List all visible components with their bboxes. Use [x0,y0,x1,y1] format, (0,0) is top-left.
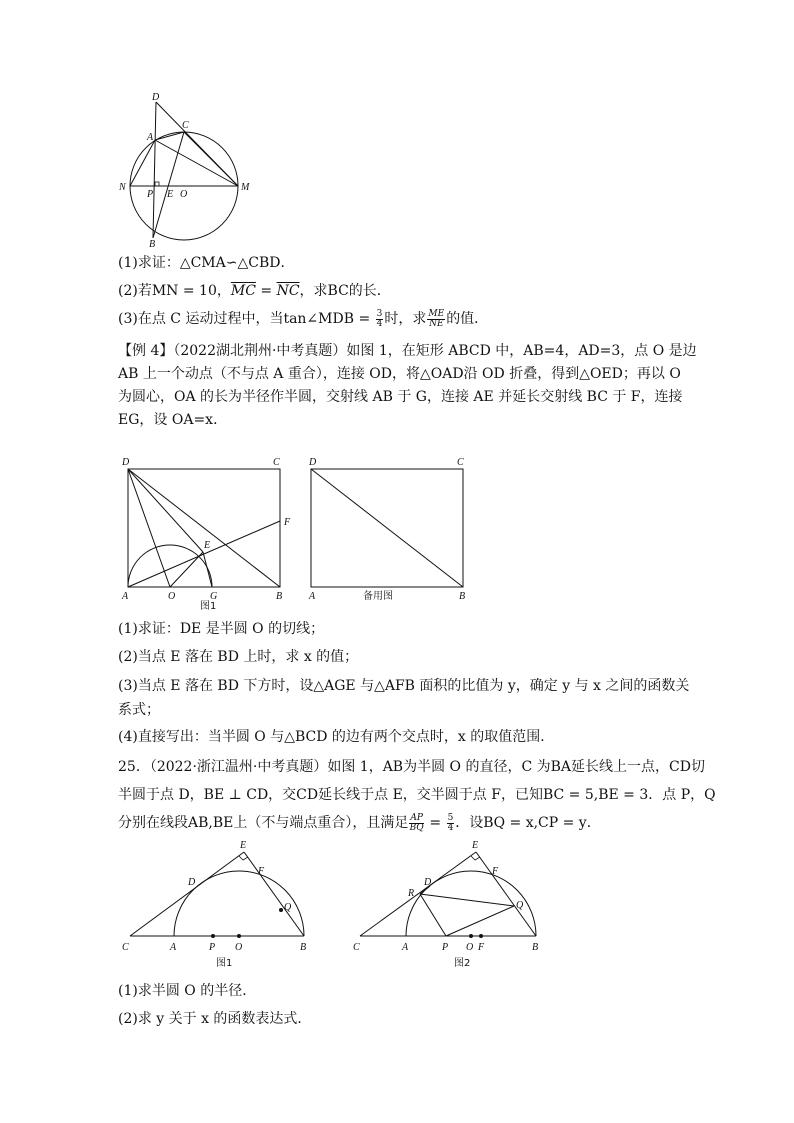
point-Q [279,908,283,912]
label-O: O [235,942,243,953]
fraction-3-4: $\frac{3}{4}$ [376,308,383,329]
example4-q1: (1)求证：DE 是半圆 O 的切线； [118,621,325,637]
q1-part2: (2)若MN = 10，$\overline{MC} = \overline{NC}$，求BC的长． [118,283,391,299]
right-angle-mark [155,182,159,186]
label-O: O [168,591,176,602]
label-F: F [258,866,265,877]
right-angle-E [471,856,480,860]
label-E: E [167,189,174,200]
label-N: N [119,182,126,193]
fraction-ap-bq: $\frac{AP}{BQ}$ [409,812,424,833]
label-C: C [457,457,464,468]
example4-q3: (3)当点 E 落在 BD 下方时，设△AGE 与△AFB 面积的比值为 y，确定 y 与 x 之间的函数关系式； [118,678,690,718]
fraction-5-4: $\frac{5}{4}$ [447,812,454,833]
example4-statement: 【例 4】（2022湖北荆州·中考真题）如图 1，在矩形 ABCD 中，AB=4，AD=3，点 O 是边 AB 上一个动点（不与点 A 重合），连接 OD，将△OAD沿 OD 折叠，得到△OED；再以 O 为圆心，OA 的长为半径作半圆，交射线 AB 于 G，连接 AE 并延长交射线 BC 于 F，连接 EG，设 OA=x． [118,343,697,428]
label-D: D [122,457,130,468]
label-R: R [408,888,415,899]
label-B: B [149,239,156,250]
label-D: D [188,877,196,888]
problem25-line3: 分别在线段AB,BE上（不与端点重合），且满足 $\frac{AP}{BQ}$ = $\frac{5}{4}$ ．设BQ = x,CP = y． [118,812,601,833]
point-P [211,934,215,938]
point-O [469,934,473,938]
problem25-line2: 半圆于点 D，BE ⊥ CD，交CD延长线于点 E，交半圆于点 F，已知BC = 5,BE = 3．点 P，Q [118,787,716,803]
label-A: A [147,132,154,143]
segment-NA [130,140,155,186]
label-B: B [300,942,307,953]
segment-CM [184,132,238,186]
problem25-q2: (2)求 y 关于 x 的函数表达式． [118,1011,312,1027]
segment-PQ [446,906,514,936]
label-O: O [466,942,474,953]
example4-fig-backup [305,455,475,615]
label-D: D [152,92,160,103]
problem25-fig2 [350,838,550,978]
segment-CE [360,852,476,936]
point-F-foot [479,934,483,938]
label-Q: Q [284,902,292,913]
label-A: A [309,591,316,602]
label-B: B [532,942,539,953]
label-C: C [273,457,280,468]
label-B: B [276,591,283,602]
label-M: M [241,182,250,193]
segment-EB [244,852,304,936]
label-Q: Q [516,900,524,911]
label-D: D [309,457,317,468]
problem25-q1: (1)求半圆 O 的半径． [118,983,257,999]
segment-DB [128,469,280,587]
segment-AC [155,132,184,140]
label-P: P [147,189,154,200]
point-O [237,934,241,938]
fig1-caption: 图1 [200,601,217,612]
label-E: E [472,840,479,851]
example4-q4: (4)直接写出：当半圆 O 与△BCD 的边有两个交点时，x 的取值范围． [118,729,555,745]
example4-q2: (2)当点 E 落在 BD 上时，求 x 的值； [118,649,359,665]
label-F: F [284,517,291,528]
label-A: A [170,942,177,953]
semicircle-O [128,545,212,587]
fig1-caption: 图1 [216,958,233,969]
label-C: C [353,942,360,953]
segment-DB [153,102,156,238]
label-D: D [424,877,432,888]
label-F: F [478,942,485,953]
example4-fig1 [118,455,298,615]
segment-DB-backup [311,469,463,587]
label-F: F [492,866,499,877]
segment-CE [130,852,244,936]
label-C: C [182,120,189,131]
label-E: E [204,540,211,551]
q1-part1: (1)求证：△CMA∽△CBD． [118,255,295,271]
segment-DE [128,469,203,552]
problem25-fig1 [118,838,318,978]
segment-EG [203,552,212,587]
segment-EB [476,852,536,936]
label-P: P [442,942,449,953]
segment-RP [420,894,446,936]
label-E: E [240,840,247,851]
fraction-me-ne: $\frac{ME}{NE}$ [428,308,445,329]
segment-RQ [420,894,514,906]
problem25-line1: 25．（2022·浙江温州·中考真题）如图 1，AB为半圆 O 的直径，C 为BA延长线上一点，CD切 [118,759,705,775]
label-B: B [459,591,466,602]
segment-OE [170,552,203,587]
q1-part3: (3)在点 C 运动过程中，当tan∠MDB = $\frac{3}{4}$ 时，求 $\frac{ME}{NE}$ 的值． [118,308,489,329]
label-A: A [122,591,129,602]
segment-DO [128,469,170,587]
label-C: C [122,942,129,953]
fig2-caption: 图2 [454,958,471,969]
circle-figure [110,90,260,250]
label-P: P [209,942,216,953]
right-angle-E [239,856,248,860]
label-O: O [180,189,188,200]
label-G: G [210,591,218,602]
backup-caption: 备用图 [363,591,393,602]
segment-AM [155,140,238,186]
label-A: A [402,942,409,953]
